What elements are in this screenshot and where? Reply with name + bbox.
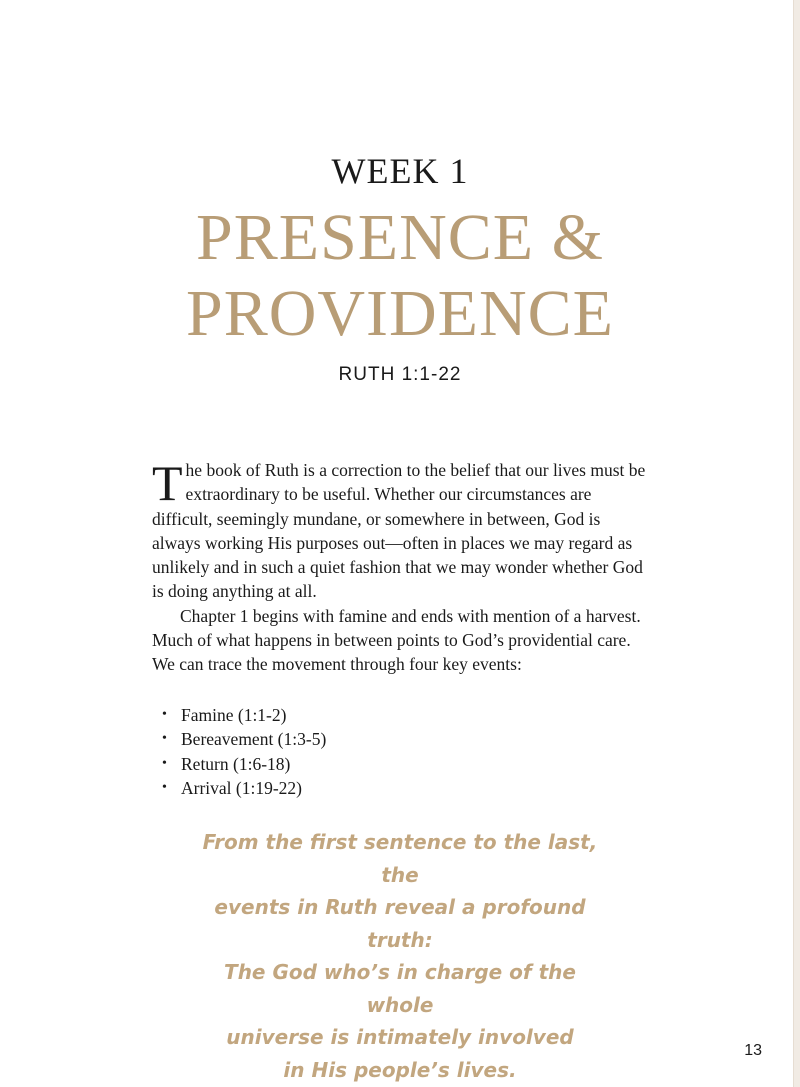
pull-quote-line: From the first sentence to the last, the bbox=[202, 830, 598, 887]
title-line-1: PRESENCE & bbox=[196, 201, 604, 274]
pull-quote-line: in His people’s lives. bbox=[283, 1057, 517, 1082]
bullet-icon: • bbox=[162, 755, 167, 771]
page-title bbox=[0, 200, 800, 352]
body-text bbox=[152, 455, 648, 677]
title-line-2: PROVIDENCE bbox=[185, 277, 614, 350]
intro-paragraph bbox=[152, 455, 648, 604]
chapter-paragraph: Chapter 1 begins with famine and ends with mention of a harvest. Much of what happens in between points to God’s providential care. We can trace the movement through four key events: bbox=[152, 605, 641, 675]
page-number: 13 bbox=[744, 1042, 762, 1059]
pull-quote bbox=[200, 826, 600, 1086]
list-item bbox=[160, 727, 326, 751]
bullet-icon: • bbox=[162, 731, 167, 747]
list-item bbox=[160, 703, 326, 727]
list-item-label: Famine (1:1-2) bbox=[181, 705, 287, 725]
scripture-reference: RUTH 1:1-22 bbox=[338, 364, 462, 385]
intro-paragraph-text: he book of Ruth is a correction to the belief that our lives must be extraordinary to be useful. Whether our circumstances are difficult, seemingly mundane, or somewhere in between, God is always working His purposes out—often in places we may regard as unlikely and in such a quiet fashion that we may wonder whether God is doing anything at all. bbox=[152, 460, 646, 602]
list-item bbox=[160, 752, 326, 776]
list-item bbox=[160, 776, 326, 800]
week-label: WEEK 1 bbox=[331, 151, 469, 191]
pull-quote-line: events in Ruth reveal a profound truth: bbox=[214, 895, 586, 952]
list-item-label: Bereavement (1:3-5) bbox=[181, 729, 327, 750]
bullet-icon: • bbox=[162, 779, 167, 795]
list-item-label: Arrival (1:19-22) bbox=[181, 777, 303, 798]
drop-cap: T bbox=[152, 455, 183, 511]
list-item-label: Return (1:6-18) bbox=[181, 753, 291, 774]
pull-quote-line: The God who’s in charge of the whole bbox=[224, 960, 576, 1017]
bullet-icon: • bbox=[162, 707, 167, 722]
pull-quote-line: universe is intimately involved bbox=[226, 1025, 574, 1049]
key-events-list bbox=[160, 703, 326, 800]
